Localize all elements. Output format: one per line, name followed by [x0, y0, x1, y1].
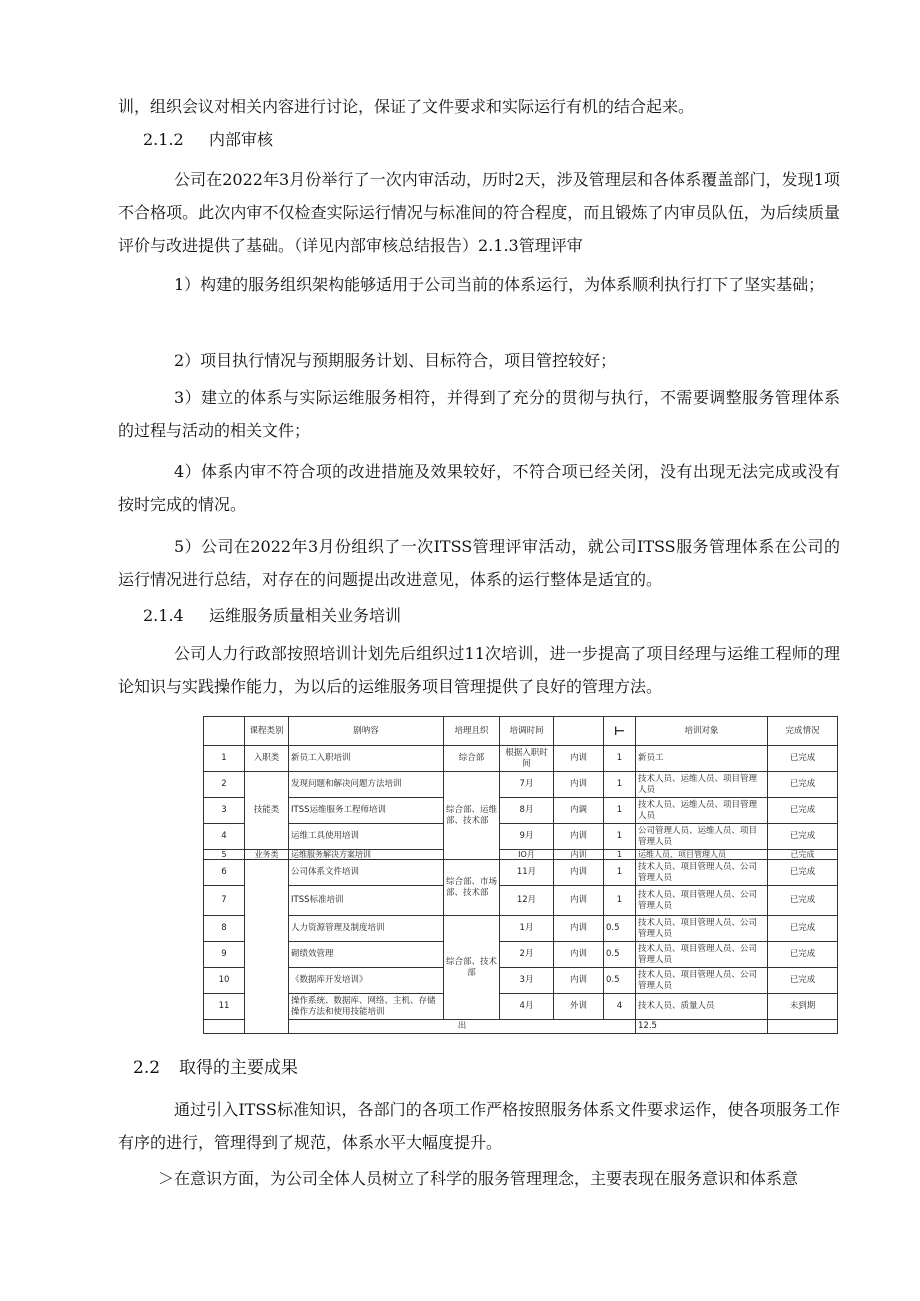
heading-title: 运维服务质量相关业务培训	[209, 606, 402, 625]
cell-category: 入职类	[245, 746, 289, 772]
cell-category-empty	[245, 860, 289, 1034]
cell-footer-label: 出	[289, 1020, 636, 1034]
table-row	[204, 850, 838, 860]
cell-no: 10	[204, 968, 245, 994]
paragraph-audit: 公司在2022年3月份举行了一次内审活动，历时2天，涉及管理层和各体系覆盖部门，发现1项不合格项。此次内审不仅检查实际运行情况与标准间的符合程度，而且锻炼了内审员队伍，为后续质量评价与改进提供了基础。（详见内部审核总结报告）2.1.3管理评审	[118, 170, 840, 255]
cell-hours: 1	[604, 798, 636, 824]
cell-content: ITSS标准培训	[289, 886, 444, 916]
heading-title: 取得的主要成果	[179, 1058, 298, 1078]
heading-title: 内部审核	[209, 130, 274, 149]
cell-content: 操作系统、数据库、网络、主机、存储操作方法和使用技能培训	[289, 994, 444, 1020]
cell-time: 11月	[500, 860, 554, 886]
cell-content: 发现问题和解决问题方法培训	[289, 772, 444, 798]
table-footer-row	[204, 1020, 838, 1034]
cell-no: 2	[204, 772, 245, 798]
training-table	[203, 716, 838, 1034]
cell-target: 技术人员、项目管理人员、公司管理人员	[636, 886, 768, 916]
cell-no: 3	[204, 798, 245, 824]
heading-number: 2.2	[133, 1058, 161, 1078]
cell-no: 4	[204, 824, 245, 850]
cell-mode: 内训	[554, 850, 604, 860]
cell-category: 业务类	[245, 850, 289, 860]
paragraph-review-3: 3）建立的体系与实际运维服务相符，并得到了充分的贯彻与执行，不需要调整服务管理体系的过程与活动的相关文件；	[118, 388, 840, 440]
cell-no: 1	[204, 746, 245, 772]
heading-number: 2.1.4	[143, 606, 184, 625]
cell-time: 1月	[500, 916, 554, 942]
heading-internal-audit	[143, 129, 273, 151]
cell-target: 运维人员、项目管理人员	[636, 850, 768, 860]
cell-target: 公司管理人员、运维人员、项目管理人员	[636, 824, 768, 850]
table-row	[204, 824, 838, 850]
paragraph-review-1: 1）构建的服务组织架构能够适用于公司当前的体系运行，为体系顺利执行打下了坚实基础；	[174, 275, 825, 294]
cell-mode: 内训	[554, 860, 604, 886]
cell-time: 9月	[500, 824, 554, 850]
cell-mode: 内训	[554, 772, 604, 798]
cell-content: 新员工入职培训	[289, 746, 444, 772]
cell-target: 新员工	[636, 746, 768, 772]
cell-mode: 内训	[554, 968, 604, 994]
table-row	[204, 994, 838, 1020]
cell-hours: 0.5	[604, 968, 636, 994]
cell-time: 4月	[500, 994, 554, 1020]
cell-time: 7月	[500, 772, 554, 798]
cell-target: 技术人员、运维人员、项目管理人员	[636, 772, 768, 798]
header-time: 培调时间	[500, 717, 554, 746]
cell-content: ITSS运维服务工程师培训	[289, 798, 444, 824]
table-row	[204, 860, 838, 886]
table-row	[204, 886, 838, 916]
cell-target: 技术人员、项目管理人员、公司管理人员	[636, 968, 768, 994]
cell-org: 综合部	[444, 746, 500, 772]
header-status: 完成情况	[768, 717, 838, 746]
cell-hours: 1	[604, 860, 636, 886]
cell-time: 12月	[500, 886, 554, 916]
cell-no: 8	[204, 916, 245, 942]
heading-number: 2.1.2	[143, 130, 184, 149]
header-hours: ⊢	[604, 717, 636, 746]
cell-mode: 内训	[554, 942, 604, 968]
cell-content: 《数据库开发培训》	[289, 968, 444, 994]
cell-content: 运维工具使用培训	[289, 824, 444, 850]
header-mode	[554, 717, 604, 746]
table-row	[204, 746, 838, 772]
cell-no: 6	[204, 860, 245, 886]
cell-target: 技术人员、质量人员	[636, 994, 768, 1020]
header-content: 剧呐容	[289, 717, 444, 746]
table-row	[204, 968, 838, 994]
header-target: 培训对象	[636, 717, 768, 746]
cell-hours: 1	[604, 824, 636, 850]
cell-status: 已完成	[768, 942, 838, 968]
cell-status: 已完成	[768, 886, 838, 916]
cell-content: 公司体系文件培训	[289, 860, 444, 886]
cell-no: 5	[204, 850, 245, 860]
cell-no: 11	[204, 994, 245, 1020]
cell-status: 已完成	[768, 860, 838, 886]
paragraph-intro: 训，组织会议对相关内容进行讨论，保证了文件要求和实际运行有机的结合起来。	[118, 97, 695, 116]
cell-org: 综合部、运维部、技术部	[444, 772, 500, 860]
cell-time: 根据入职时间	[500, 746, 554, 772]
cell-footer-empty	[768, 1020, 838, 1034]
cell-hours: 1	[604, 886, 636, 916]
cell-content: 人力资源管理及制度培训	[289, 916, 444, 942]
cell-status: 已完成	[768, 850, 838, 860]
cell-time: IO月	[500, 850, 554, 860]
cell-no: 7	[204, 886, 245, 916]
cell-hours: 1	[604, 850, 636, 860]
cell-org: 综合部、市场部、技术部	[444, 860, 500, 916]
cell-target: 技术人员、项目管理人员、公司管理人员	[636, 916, 768, 942]
cell-target: 技术人员、项目管理人员、公司管理人员	[636, 942, 768, 968]
heading-results	[133, 1056, 298, 1080]
cell-status: 已完成	[768, 746, 838, 772]
table-row	[204, 942, 838, 968]
cell-status: 已完成	[768, 968, 838, 994]
cell-status: 已完成	[768, 916, 838, 942]
cell-content: 运维服务解决方案培训	[289, 850, 444, 860]
header-category: 课程类别	[245, 717, 289, 746]
cell-hours: 1	[604, 772, 636, 798]
cell-status: 已完成	[768, 772, 838, 798]
cell-org: 综合部、技术部	[444, 916, 500, 1020]
cell-hours: 0.5	[604, 942, 636, 968]
cell-mode: 内训	[554, 886, 604, 916]
cell-footer-total: 12.5	[636, 1020, 768, 1034]
cell-time: 3月	[500, 968, 554, 994]
cell-mode: 内训	[554, 824, 604, 850]
cell-target: 技术人员、运维人员、项目管理人员	[636, 798, 768, 824]
paragraph-results: 通过引入ITSS标准知识，各部门的各项工作严格按照服务体系文件要求运作，使各项服务工作有序的进行，管理得到了规范，体系水平大幅度提升。	[118, 1100, 840, 1152]
cell-no: 9	[204, 942, 245, 968]
paragraph-review-4: 4）体系内审不符合项的改进措施及效果较好，不符合项已经关闭，没有出现无法完成或没有按时完成的情况。	[118, 462, 840, 514]
cell-hours: 0.5	[604, 916, 636, 942]
header-org: 培理且织	[444, 717, 500, 746]
cell-content: 砌绩效管理	[289, 942, 444, 968]
paragraph-review-2: 2）项目执行情况与预期服务计划、目标符合，项目管控较好；	[174, 351, 617, 370]
cell-footer-empty	[204, 1020, 245, 1034]
cell-mode: 内训	[554, 916, 604, 942]
cell-status: 未到期	[768, 994, 838, 1020]
cell-status: 已完成	[768, 824, 838, 850]
heading-training	[143, 605, 401, 627]
paragraph-awareness: ＞在意识方面，为公司全体人员树立了科学的服务管理理念，主要表现在服务意识和体系意	[158, 1169, 799, 1188]
cell-hours: 4	[604, 994, 636, 1020]
cell-category: 技能类	[245, 772, 289, 850]
cell-mode: 外训	[554, 994, 604, 1020]
cell-hours: 1	[604, 746, 636, 772]
table-header-row	[204, 717, 838, 746]
cell-mode: 内调	[554, 798, 604, 824]
cell-target: 技术人员、项目管理人员、公司管理人员	[636, 860, 768, 886]
cell-time: 2月	[500, 942, 554, 968]
table-row	[204, 916, 838, 942]
paragraph-review-5: 5）公司在2022年3月份组织了一次ITSS管理评审活动，就公司ITSS服务管理体系在公司的运行情况进行总结，对存在的问题提出改进意见，体系的运行整体是适宜的。	[118, 537, 840, 589]
cell-status: 已完成	[768, 798, 838, 824]
header-no	[204, 717, 245, 746]
table-row	[204, 798, 838, 824]
table-row	[204, 772, 838, 798]
cell-time: 8月	[500, 798, 554, 824]
cell-mode: 内训	[554, 746, 604, 772]
paragraph-training: 公司人力行政部按照培训计划先后组织过11次培训，进一步提高了项目经理与运维工程师的理论知识与实践操作能力，为以后的运维服务项目管理提供了良好的管理方法。	[118, 644, 840, 696]
